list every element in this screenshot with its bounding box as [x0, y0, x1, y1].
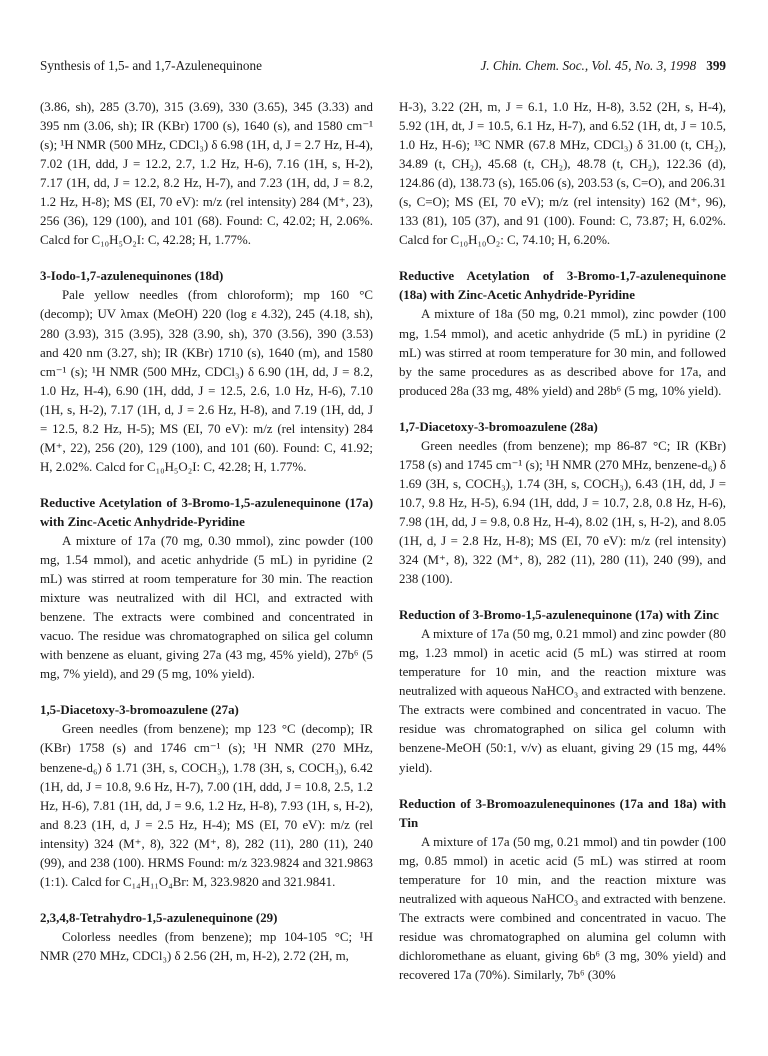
section-heading: 3-Iodo-1,7-azulenequinones (18d) [40, 269, 224, 284]
right-column [399, 98, 726, 985]
continued-text: H-3), 3.22 (2H, m, J = 6.1, 1.0 Hz, H-8), 3.52 (2H, s, H-4), 5.92 (1H, dt, J = 10.5, 6.1 Hz, H-7), and 6.52 (1H, dt, J = 10.5, 1.0 Hz, H-6); ¹³C NMR (67.8 MHz, CDCl₃) δ 31.00 (t, CH₂), 34.89 (t, CH₂), 45.68 (t, CH₂), 48.78 (t, CH₂), 122.36 (d), 124.86 (d), 138.73 (s), 165.06 (s), 203.53 (s, C=O), and 206.31 (s, C=O); MS (EI, 70 eV); m/z (rel intensity) 162 (M⁺, 96), 133 (81), 105 (37), and 91 (100). Found: C, 73.87; H, 6.02%. Calcd for C₁₀H₁₀O₂: C, 74.10; H, 6.20%. [399, 100, 726, 248]
section-heading: Reduction of 3-Bromo-1,5-azulenequinone (17a) with Zinc [399, 608, 719, 623]
paragraph: A mixture of 18a (50 mg, 0.21 mmol), zinc powder (100 mg, 1.54 mmol), and acetic anhydride (5 mL) in pyridine (2 mL) was stirred at room temperature for 30 min, and followed by the same procedures as as described above for 17a, and produced 28a (33 mg, 48% yield) and 28b⁶ (5 mg, 10% yield). [399, 307, 726, 398]
section-heading: Reductive Acetylation of 3-Bromo-1,5-azulenequinone (17a) with Zinc-Acetic Anhydride-Pyridine [40, 495, 373, 529]
journal-info: J. Chin. Chem. Soc., Vol. 45, No. 3, 1998 [480, 58, 697, 73]
paragraph: Pale yellow needles (from chloroform); mp 160 °C (decomp); UV λmax (MeOH) 220 (log ε 4.32), 245 (4.18, sh), 280 (3.93), 315 (3.95), 328 (3.90, sh), 370 (3.56), 390 (3.53) and 420 nm (3.27, sh); IR (KBr) 1710 (s), 1640 (m), and 1580 cm⁻¹ (s); ¹H NMR (500 MHz, CDCl₃) δ 6.90 (1H, dd, J = 8.2, 1.0 Hz, H-4), 6.90 (1H, ddd, J = 12.5, 2.6, 1.0 Hz, H-6), 7.10 (1H, s, H-2), 7.17 (1H, d, J = 2.6 Hz, H-8), and 7.19 (1H, dd, J = 12.5, 8.2 Hz, H-5); MS (EI, 70 eV): m/z (rel intensity) 284 (M⁺, 22), 256 (20), 129 (100), and 101 (60). Found: C, 41.92; H, 2.02%. Calcd for C₁₀H₅O₂I: C, 42.28; H, 1.77%. [40, 288, 373, 474]
paragraph: A mixture of 17a (50 mg, 0.21 mmol) and zinc powder (80 mg, 1.23 mmol) in acetic acid (5 mL) was stirred at room temperature for 10 min, and the reaction mixture was neutralized with aqueous NaHCO₃ and extracted with benzene. The extracts were combined and concentrated in vacuo. The residue was chromatographed on silica gel column with benzene-MeOH (50:1, v/v) as eluant, giving 29 (15 mg, 44% yield). [399, 627, 726, 775]
paragraph: Colorless needles (from benzene); mp 104-105 °C; ¹H NMR (270 MHz, CDCl₃) δ 2.56 (2H, m, H-2), 2.72 (2H, m, [40, 929, 373, 963]
paragraph: Green needles (from benzene); mp 123 °C (decomp); IR (KBr) 1758 (s) and 1746 cm⁻¹ (s); ¹H NMR (270 MHz, benzene-d₆) δ 1.71 (3H, s, COCH₃), 1.78 (3H, s, COCH₃), 6.42 (1H, dd, J = 10.8, 9.6 Hz, H-7), 7.00 (1H, ddd, J = 10.8, 2.5, 1.2 Hz, H-6), 7.81 (1H, dd, J = 9.6, 1.2 Hz, H-8), 7.93 (1H, s, H-2), and 8.23 (1H, d, J = 2.5 Hz, H-4); MS (EI, 70 eV): m/z (rel intensity) 324 (M⁺, 8), 322 (M⁺, 8), 282 (11), 280 (11), 240 (99), and 238 (100). HRMS Found: m/z 323.9824 and 321.9863 (1:1). Calcd for C₁₄H₁₁O₄Br: M, 323.9820 and 321.9841. [40, 722, 373, 889]
paragraph: Green needles (from benzene); mp 86-87 °C; IR (KBr) 1758 (s) and 1745 cm⁻¹ (s); ¹H NMR (270 MHz, benzene-d₆) δ 1.69 (3H, s, COCH₃), 1.74 (3H, s, COCH₃), 6.43 (1H, dd, J = 10.7, 9.8 Hz, H-5), 6.94 (1H, ddd, J = 10.7, 2.8, 0.8 Hz, H-6), 7.98 (1H, dd, J = 9.8, 0.8 Hz, H-4), 8.02 (1H, s, H-2), and 8.05 (1H, d, J = 2.8 Hz, H-8); MS (EI, 70 eV): m/z (rel intensity) 324 (M⁺, 8), 322 (M⁺, 8), 282 (11), 280 (11), 240 (99), and 238 (100). [399, 438, 726, 587]
page-number: 399 [706, 58, 726, 73]
left-column [40, 98, 373, 966]
section-heading: 1,5-Diacetoxy-3-bromoazulene (27a) [40, 703, 239, 718]
paragraph: A mixture of 17a (50 mg, 0.21 mmol) and tin powder (100 mg, 0.85 mmol) in acetic acid (5 mL) was stirred at room temperature for 10 min, and the reaction mixture was neutralized with aqueous NaHCO₃ and extracted with benzene. The extracts were combined and concentrated in vacuo. The residue was chromatographed on alumina gel column with dichloromethane as eluant, giving 6b⁶ (3 mg, 30% yield) and recovered 17a (70%). Similarly, 7b⁶ (30% [399, 834, 726, 982]
journal-citation [480, 58, 726, 74]
running-header [40, 58, 726, 78]
continued-text: (3.86, sh), 285 (3.70), 315 (3.69), 330 (3.65), 345 (3.33) and 395 nm (3.06, sh); IR (KBr) 1700 (s), 1640 (s), and 1580 cm⁻¹ (s); ¹H NMR (500 MHz, CDCl₃) δ 6.98 (1H, d, J = 2.7 Hz, H-4), 7.02 (1H, ddd, J = 12.2, 2.7, 1.2 Hz, H-6), 7.16 (1H, s, H-2), 7.17 (1H, dd, J = 12.2, 8.2 Hz, H-7), and 7.23 (1H, dd, J = 8.2, 1.2 Hz, H-8); MS (EI, 70 eV): m/z (rel intensity) 284 (M⁺, 23), 256 (36), 129 (100), and 101 (68). Found: C, 42.02; H, 2.06%. Calcd for C₁₀H₅O₂I: C, 42.28; H, 1.77%. [40, 100, 373, 248]
section-heading: 1,7-Diacetoxy-3-bromoazulene (28a) [399, 419, 598, 434]
paragraph: A mixture of 17a (70 mg, 0.30 mmol), zinc powder (100 mg, 1.54 mmol), and acetic anhydride (5 mL) in pyridine (2 mL) was stirred at room temperature for 30 min. The reaction mixture was neutralized with dil HCl, and extracted with benzene. The extracts were combined and concentrated in vacuo. The residue was chromatographed on silica gel column with benzene as eluant, giving 27a (43 mg, 45% yield), 27b⁶ (5 mg, 7% yield), and 29 (5 mg, 10% yield). [40, 533, 373, 682]
section-heading: Reduction of 3-Bromoazulenequinones (17a and 18a) with Tin [399, 796, 726, 830]
section-heading: 2,3,4,8-Tetrahydro-1,5-azulenequinone (29) [40, 910, 278, 925]
running-title: Synthesis of 1,5- and 1,7-Azulenequinone [40, 58, 262, 73]
section-heading: Reductive Acetylation of 3-Bromo-1,7-azulenequinone (18a) with Zinc-Acetic Anhydride-Pyridine [399, 269, 726, 303]
